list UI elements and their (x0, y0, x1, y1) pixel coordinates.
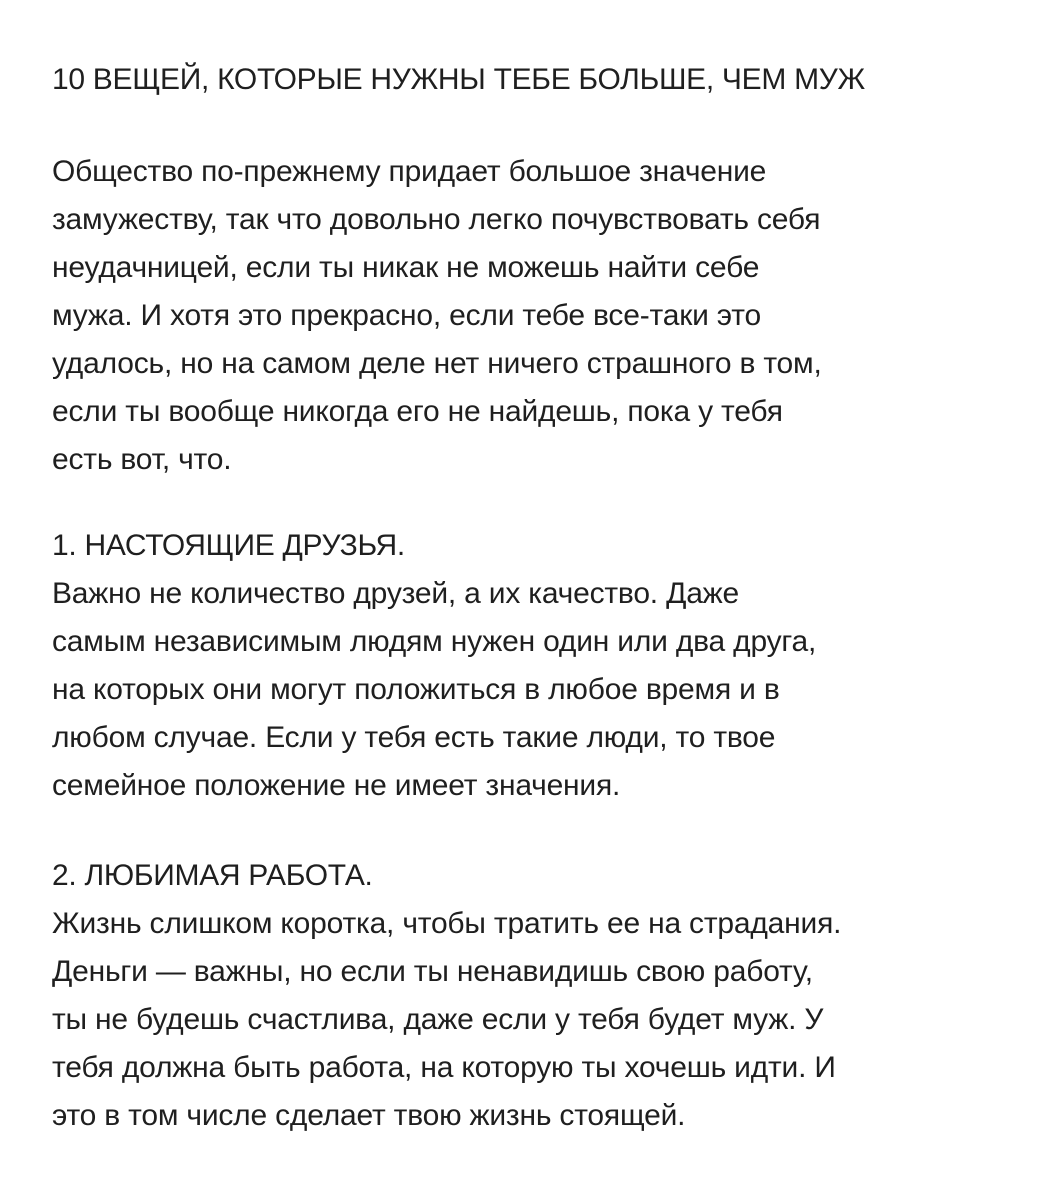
intro-line: есть вот, что. (52, 443, 232, 476)
section-line: семейное положение не имеет значения. (52, 769, 621, 802)
section-line: Деньги — важны, но если ты ненавидишь свою работу, (52, 955, 813, 988)
intro-line: удалось, но на самом деле нет ничего страшного в том, (52, 347, 822, 380)
section-line: это в том числе сделает твою жизнь стоящей. (52, 1099, 686, 1132)
intro-line: неудачницей, если ты никак не можешь найти себе (52, 251, 760, 284)
section-line: Жизнь слишком коротка, чтобы тратить ее на страдания. (52, 907, 842, 940)
section-heading: 2. ЛЮБИМАЯ РАБОТА. (52, 859, 373, 892)
section-line: самым независимым людям нужен один или два друга, (52, 625, 817, 658)
intro-line: если ты вообще никогда его не найдешь, пока у тебя (52, 395, 783, 428)
intro-line: замужеству, так что довольно легко почувствовать себя (52, 203, 821, 236)
section-real-friends (52, 522, 816, 810)
section-heading: 1. НАСТОЯЩИЕ ДРУЗЬЯ. (52, 529, 405, 562)
section-favorite-work (52, 852, 841, 1140)
section-line: любом случае. Если у тебя есть такие люди, то твое (52, 721, 776, 754)
section-line: Важно не количество друзей, а их качество. Даже (52, 577, 740, 610)
section-line: на которых они могут положиться в любое время и в (52, 673, 780, 706)
intro-paragraph (52, 148, 822, 484)
section-line: ты не будешь счастлива, даже если у тебя будет муж. У (52, 1003, 824, 1036)
intro-line: Общество по-прежнему придает большое значение (52, 155, 767, 188)
article-title: 10 ВЕЩЕЙ, КОТОРЫЕ НУЖНЫ ТЕБЕ БОЛЬШЕ, ЧЕМ МУЖ (52, 63, 865, 96)
intro-line: мужа. И хотя это прекрасно, если тебе все-таки это (52, 299, 761, 332)
section-line: тебя должна быть работа, на которую ты хочешь идти. И (52, 1051, 836, 1084)
